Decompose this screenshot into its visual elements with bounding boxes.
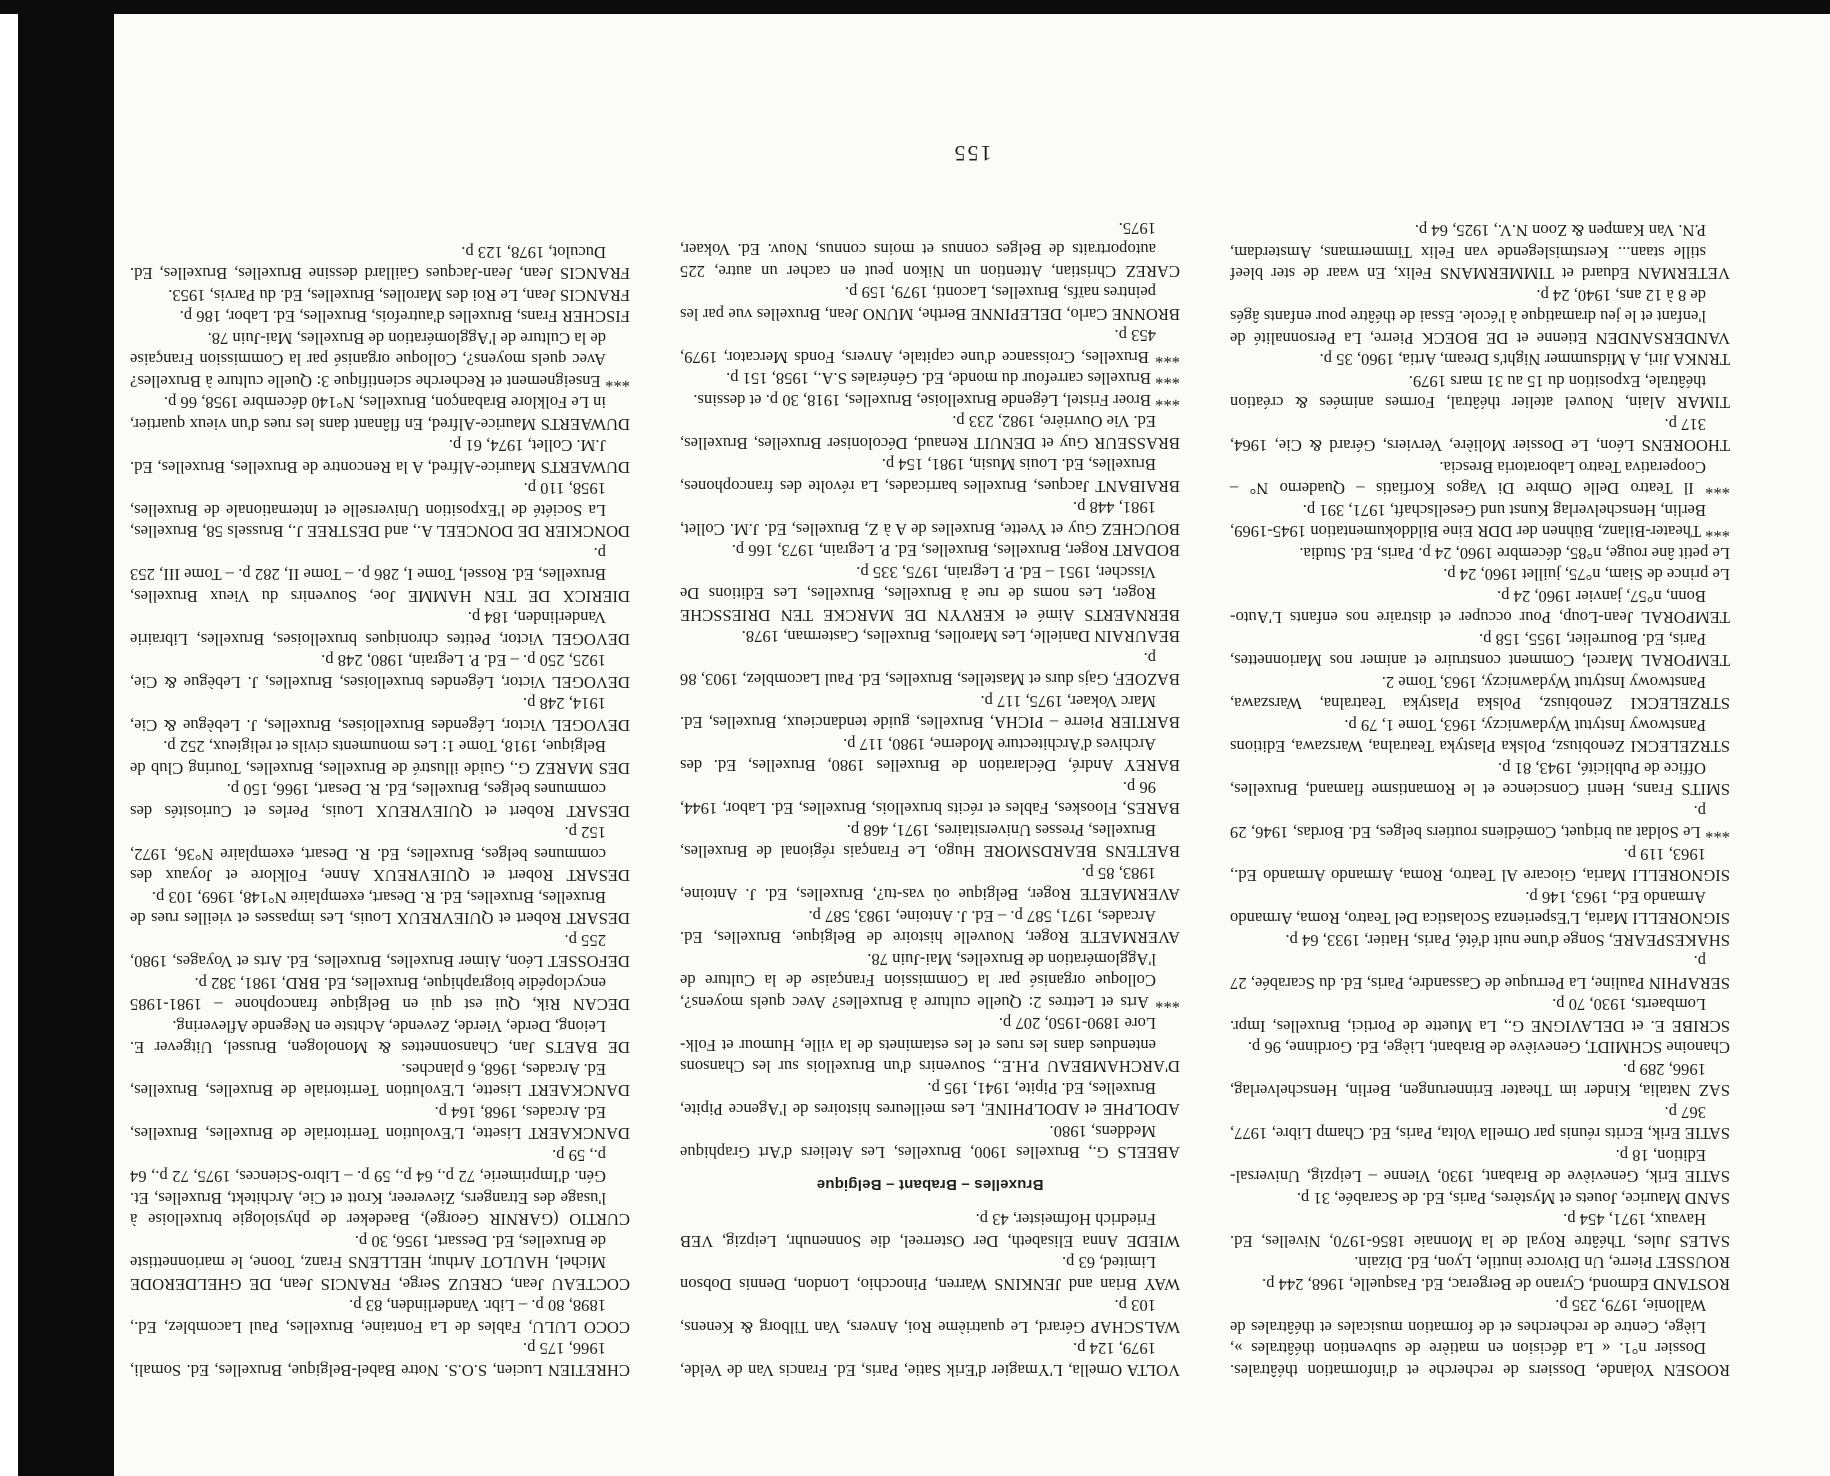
bibliography-entry: BRASSEUR Guy et DENUIT Renaud, Décoloniser Bruxelles, Bruxelles, Ed. Vie Ouvrière, 1982, 233 p.	[680, 412, 1180, 453]
bibliography-entry: FRANCIS Jean, Jean-Jacques Gaillard dessine Bruxelles, Bruxelles, Ed. Duculot, 1978, 123 p.	[130, 243, 630, 284]
middle-entries-before	[680, 1209, 1180, 1381]
bibliography-entry: DE BAETS Jan, Chansonnettes & Monologen, Brussel, Uitgever E. Leiong, Derde, Vierde, Zevende, Achtste en Negende Aflevering.	[130, 1017, 630, 1058]
bibliography-entry: SERAPHIN Pauline, La Perruque de Cassandre, Paris, Ed. du Scarabée, 27 p.	[1230, 952, 1730, 993]
bibliography-entry: SALES Jules, Théâtre Royal de la Monnaie 1856-1970, Nivelles, Ed. Havaux, 1971, 454 p.	[1230, 1210, 1730, 1251]
bibliography-entry: FRANCIS Jean, Le Roi des Marolles, Bruxelles, Ed. du Parvis, 1953.	[168, 286, 630, 305]
bibliography-entry: DECAN Rik, Qui est qui en Belgique francophone – 1981-1985 encyclopédie biographique, Bruxelles, Ed. BRD, 1981, 382 p.	[130, 974, 630, 1015]
bibliography-entry: *** Enseignement et Recherche scientifique 3: Quelle culture à Bruxelles? Avec quels moyens?, Colloque organisé par la Commission Française de la Culture de l'Agglomération de Bruxelles, Mai-Juin 78.	[130, 329, 630, 391]
bibliography-entry: STRZELECKI Zenobiusz, Polska Plastyka Teatralna, Warszawa, Panstwowy Instytut Wydawniczy, 1963, Tome 2.	[1230, 673, 1730, 714]
bibliography-entry: BRONNE Carlo, DELEPINNE Berthe, MUNO Jean, Bruxelles vue par les peintres naïfs, Bruxelles, Laconti, 1979, 159 p.	[680, 283, 1180, 324]
bibliography-entry: WAY Brian and JENKINS Warren, Pinocchio, London, Dennis Dobson Limited, 63 p.	[680, 1253, 1180, 1294]
bibliography-entry: WALSCHAP Gérard, Le quatrième Roi, Anvers, Van Tilborg & Kenens, 103 p.	[680, 1296, 1180, 1337]
bibliography-entry: AVERMAETE Roger, Nouvelle histoire de Belgique, Bruxelles, Ed. Arcades, 1971, 587 p. – Ed. J. Antoine, 1983, 587 p.	[680, 907, 1180, 948]
bibliography-entry: SATIE Erik, Geneviève de Brabant, 1930, Vienne – Leipzig, Universal-Edition, 18 p.	[1230, 1146, 1730, 1187]
bibliography-entry: DANCKAERT Lisette, L'Evolution Territoriale de Bruxelles, Bruxelles, Ed. Arcades, 1968, 6 planches.	[130, 1060, 630, 1101]
bibliography-entry: *** Broer Fristel, Légende Bruxelloise, Bruxelles, 1918, 30 p. et dessins.	[693, 391, 1180, 410]
bibliography-entry: Chanoine SCHMIDT, Geneviève de Brabant, Liège, Ed. Gordinne, 96 p.	[1247, 1038, 1730, 1058]
bibliography-entry: SATIE Erik, Ecrits réunis par Ornella Volta, Paris, Ed. Champ Libre, 1977, 367 p.	[1230, 1103, 1730, 1144]
bibliography-entry: DESART Robert et QUIEVREUX Louis, Les impasses et vieilles rues de Bruxelles, Bruxelles, Ed. R. Desart, exemplaire N°148, 1969, 103 p.	[130, 888, 630, 929]
bibliography-entry: STRZELECKI Zenobiusz, Polska Plastyka Teatralna, Warszawa, Editions Panstwowy Instytut Wydawniczy, 1963, Tome 1, 79 p.	[1230, 716, 1730, 757]
bibliography-entry: AVERMAETE Roger, Belgique où vas-tu?, Bruxelles, Ed. J. Antoine, 1983, 85 p.	[680, 864, 1180, 905]
bibliography-entry: BAREY André, Déclaration de Bruxelles 1980, Bruxelles, Ed. des Archives d'Architecture Moderne, 1980, 117 p.	[680, 735, 1180, 776]
scan-top-edge	[0, 0, 1830, 14]
bibliography-entry: DESART Robert et QUIEVREUX Anne, Folklore et Joyaux des communes belges, Bruxelles, Ed. R. Desart, exemplaire N°36, 1972, 152 p.	[130, 823, 630, 886]
section-heading: Bruxelles – Brabant – Belgique	[816, 1176, 1044, 1193]
bibliography-entry: BARES, Flooskes, Fables et récits bruxellois, Bruxelles, Ed. Labor, 1944, 96 p.	[680, 778, 1180, 819]
bibliography-entry: BEAURAIN Danielle, Les Marolles, Bruxelles, Casterman, 1978.	[741, 627, 1180, 647]
bibliography-entry: CHRETIEN Lucien, S.O.S. Notre Babel-Belgique, Bruxelles, Ed. Somali, 1966, 175 p.	[130, 1339, 630, 1380]
bibliography-entry: THOORENS Léon, Le Dossier Molière, Verviers, Gérard & Cie, 1964, 317 p.	[1230, 415, 1730, 456]
bibliography-entry: Le petit âne rouge, n°85, décembre 1960, 24 p. Paris, Ed. Studia.	[1299, 544, 1730, 563]
bibliography-entry: BERNAERTS Aimé et KERVYN DE MARCKE TEN DRIESSCHE Roger, Les noms de rue à Bruxelles, Bruxelles, Les Editions De Visscher, 1951 – Ed. P. Legrain, 1975, 335 p.	[680, 563, 1180, 625]
bibliography-entry: VOLTA Ornella, L'Ymagier d'Erik Satie, Paris, Ed. Francis Van de Velde, 1979, 124 p.	[680, 1339, 1180, 1380]
page-number: 155	[952, 141, 992, 166]
bibliography-entry: SAND Maurice, Jouets et Mystères, Paris, Ed. de Scarabée, 31 p.	[1296, 1189, 1730, 1208]
bibliography-entry: SMITS Frans, Henri Conscience et le Romantisme flamand, Bruxelles, Office de Publicité, 1943, 81 p.	[1230, 759, 1730, 800]
bibliography-entry: ROSTAND Edmond, Cyrano de Bergerac, Ed. Fasquelle, 1968, 244 p.	[1262, 1275, 1730, 1294]
middle-entries-after	[680, 218, 1180, 1164]
bibliography-entry: ABEELS G., Bruxelles 1900, Bruxelles, Les Ateliers d'Art Graphique Meddens, 1980.	[680, 1122, 1180, 1163]
bibliography-entry: DEFOSSET Léon, Aimer Bruxelles, Bruxelles, Ed. Arts et Voyages, 1980, 255 p.	[130, 931, 630, 972]
bibliography-entry: *** Bruxelles, Croissance d'une capitale, Anvers, Fonds Mercator, 1979, 453 p.	[680, 326, 1180, 367]
page-content-rotated	[114, 14, 1830, 1476]
bibliography-entry: *** Le Soldat au briquet, Comédiens routiers belges, Ed. Bordas, 1946, 29 p.	[1230, 802, 1730, 843]
column-right	[130, 242, 630, 1382]
bibliography-entry: DUWAERTS Maurice-Alfred, A la Rencontre de Bruxelles, Bruxelles, Ed. J.M. Collet, 1974, 61 p.	[130, 436, 630, 477]
bibliography-entry: *** Arts et Lettres 2: Quelle culture à Bruxelles? Avec quels moyens?, Colloque organisé par la Commission Française de la Culture de l'Agglomération de Bruxelles, Mai-Juin 78.	[680, 950, 1180, 1012]
bibliography-entry: COCTEAU Jean, CREUZ Serge, FRANCIS Jean, DE GHELDERODE Michel, HAULOT Arthur, HELLENS Franz, Toone, le marionnettiste de Bruxelles, Ed. Dessart, 1956, 30 p.	[130, 1232, 630, 1294]
bibliography-entry: *** Theater-Bilanz, Bühnen der DDR Eine Bilddokumentation 1945-1969, Berlin, Henschelverlag Kunst und Gesellschaft, 1971, 391 p.	[1230, 501, 1730, 542]
bibliography-entry: DUWAERTS Maurice-Alfred, En flânant dans les rues d'un vieux quartier, in Le Folklore Brabançon, Bruxelles, N°140 décembre 1958, 66 p.	[130, 393, 630, 434]
bibliography-entry: DESART Robert et QUIEVREUX Louis, Perles et Curiosités des communes belges, Bruxelles, Ed. R. Desart, 1966, 150 p.	[130, 780, 630, 821]
bibliography-entry: SCRIBE E. et DELAVIGNE G., La Muette de Portici, Bruxelles, Impr. Lombaerts, 1930, 70 p.	[1230, 995, 1730, 1036]
bibliography-entry: Le prince de Siam, n°75, juillet 1960, 24 p.	[1443, 565, 1730, 585]
bibliography-entry: *** Bruxelles carrefour du monde, Ed. Générales S.A., 1958, 151 p.	[726, 369, 1180, 389]
bibliography-entry: ROOSEN Yolande, Dossiers de recherche et d'information théâtrales. Dossier n°1. « La décision en matière de subvention théâtrales », Liège, Centre de recherches et de formation musicales et théâtrales de Wallonie, 1979, 235 p.	[1230, 1296, 1730, 1380]
book-page	[114, 14, 1830, 1476]
bibliography-entry: SAZ Natalia, Kinder im Theater Erinnerungen, Berlin, Henschelverlag, 1966, 289 p.	[1230, 1060, 1730, 1101]
bibliography-entry: DEVOGEL Victor, Légendes bruxelloises, Bruxelles, J. Lebègue & Cie, 1925, 250 p. – Ed. P. Legrain, 1980, 248 p.	[130, 651, 630, 692]
bibliography-entry: VANDERSANDEN Etienne et DE BOECK Pierre, La Personnalité de l'enfant et le jeu dramatique à l'école. Essai de théâtre pour enfants âgés de 8 à 12 ans, 1940, 24 p.	[1230, 286, 1730, 348]
bibliography-entry: SIGNORELLI Maria, Giocare Al Teatro, Roma, Armando Armando Ed., 1963, 119 p.	[1230, 845, 1730, 886]
bibliography-entry: TIMAR Alain, Nouvel atelier théâtral, Formes animées & création théâtrale, Exposition du 15 au 31 mars 1979.	[1230, 372, 1730, 413]
bibliography-entry: BODART Roger, Bruxelles, Bruxelles, Ed. P. Legrain, 1973, 166 p.	[731, 541, 1180, 561]
bibliography-entry: FISCHER Frans, Bruxelles d'autrefois, Bruxelles, Ed. Labor, 186 p.	[179, 307, 630, 327]
bibliography-entry: DANCKAERT Lisette, L'Evolution Territoriale de Bruxelles, Bruxelles, Ed. Arcades, 1968, 164 p.	[130, 1103, 630, 1144]
bibliography-entry: DEVOGEL Victor, Légendes Bruxelloises, Bruxelles, J. Lebègue & Cie, 1914, 248 p.	[130, 694, 630, 735]
bibliography-entry: DES MAREZ G., Guide illustré de Bruxelles, Bruxelles, Touring Club de Belgique, 1918, Tome 1: Les monuments civils et religieux, 252 p.	[130, 737, 630, 778]
bibliography-entry: *** Il Teatro Delle Ombre Di Vagos Korfiatis – Quaderno N° – Cooperativa Teatro Laboratoria Brescia.	[1230, 458, 1730, 499]
bibliography-entry: SHAKESPEARE, Songe d'une nuit d'été, Paris, Hatier, 1933, 64 p.	[1285, 931, 1730, 950]
column-middle	[680, 218, 1180, 1382]
bibliography-entry: DEVOGEL Victor, Petites chroniques bruxelloises, Bruxelles, Librairie Vanderlinden, 184 p.	[130, 608, 630, 649]
bibliography-entry: COCO LULU, Fables de La Fontaine, Bruxelles, Paul Lacomblez, Ed., 1898, 80 p. – Libr. Vanderlinden, 83 p.	[130, 1296, 630, 1337]
bibliography-entry: TEMPORAL Jean-Loup, Pour occuper et distraire nos enfants L'Auto-Bonn, n°57, janvier 1960, 24 p.	[1230, 587, 1730, 628]
bibliography-entry: SIGNORELLI Maria, L'Esperienza Scolastica Del Teatro, Roma, Armando Armando Ed., 1963, 146 p.	[1230, 888, 1730, 929]
bibliography-entry: CURTIO (GARNIR George), Baedeker de physiologie bruxelloise à l'usage des Etrangers, Zievereer, Krott et Cie, Architekt, Bruxelles, Et. Gén. d'Imprimerie, 72 p., 64 p., 59 p. – Libro-Sciences, 1975, 72 p., 64 p., 59 p.	[130, 1146, 630, 1230]
bibliography-entry: CAREZ Christian, Attention un Nikon peut en cacher un autre, 225 autoportraits de Belges connus et moins connus, Nouv. Ed. Vokaer, 1975.	[680, 219, 1180, 281]
bibliography-entry: BAETENS BEARDSMORE Hugo, Le Français régional de Bruxelles, Bruxelles, Presses Universitaires, 1971, 468 p.	[680, 821, 1180, 862]
bibliography-entry: BARTIER Pierre – PICHA, Bruxelles, guide tendancieux, Bruxelles, Ed. Marc Vokaer, 1975, 117 p.	[680, 692, 1180, 733]
column-left	[1230, 220, 1730, 1381]
bibliography-entry: TRNKA Jiri, A Midsummer Night's Dream, Artia, 1960, 35 p.	[1319, 350, 1730, 370]
bibliography-entry: BOUCHEZ Guy et Yvette, Bruxelles de A à Z, Bruxelles, Ed. J.M. Collet, 1981, 448 p.	[680, 498, 1180, 539]
bibliography-entry: TEMPORAL Marcel, Comment construire et animer nos Marionnettes, Paris, Ed. Bourrelier, 1955, 158 p.	[1230, 630, 1730, 671]
bibliography-entry: WIEDE Anna Elisabeth, Der Osterreel, die Sonnenuhr, Leipzig, VEB Friedrich Hofmeister, 43 p.	[680, 1210, 1180, 1251]
bibliography-entry: BAZOEF, Gajs durs et Mastelles, Bruxelles, Ed. Paul Lacomblez, 1903, 86 p.	[680, 649, 1180, 690]
bibliography-entry: ROUSSET Pierre, Un Divorce inutile, Lyon, Ed. Dizain.	[1354, 1253, 1730, 1273]
bibliography-entry: VETERMAN Eduard et TIMMERMANS Felix, En waar de ster bleef stille staan... Kerstmislegende van Felix Timmermans, Amsterdam, P.N. Van Kampen & Zoon N.V., 1925, 64 p.	[1230, 221, 1730, 284]
bibliography-entry: DIERICX DE TEN HAMME Joe, Souvenirs du Vieux Bruxelles, Bruxelles, Ed. Rossel, Tome I, 286 p. – Tome II, 282 p. – Tome III, 253 p.	[130, 544, 630, 606]
bibliography-entry: DONCKIER DE DONCEEL A., and DESTREE J., Brussels 58, Bruxelles, La Société de l'Exposition Universelle et Internationale de Bruxelles, 1958, 110 p.	[130, 479, 630, 542]
bibliography-entry: BRAIBANT Jacques, Bruxelles barricades, La révolte des francophones, Bruxelles, Ed. Louis Musin, 1981, 154 p.	[680, 455, 1180, 496]
scan-binding-shadow	[18, 14, 114, 1476]
bibliography-entry: D'ARCHAMBEAU P.H.E., Souvenirs d'un Bruxellois sur les Chansons entendues dans les rues et les estaminets de la ville, Humour et Folk-Lore 1890-1950, 207 p.	[680, 1014, 1180, 1077]
bibliography-entry: ADOLPHE et ADOLPHINE, Les meilleures histoires de l'Agence Pipite, Bruxelles, Ed. Pipite, 1941, 195 p.	[680, 1079, 1180, 1120]
